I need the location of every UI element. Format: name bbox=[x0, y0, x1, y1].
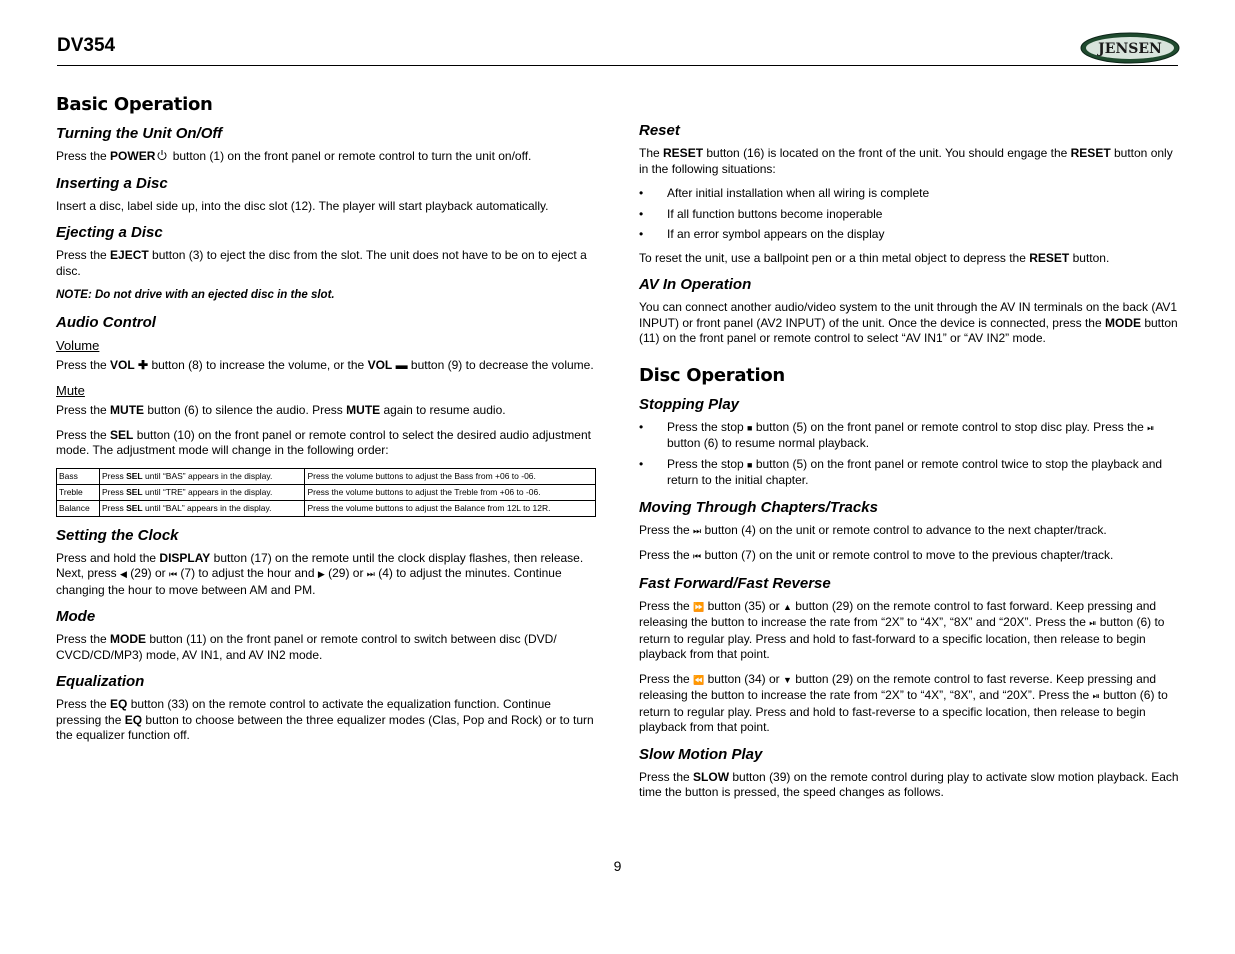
model-title: DV354 bbox=[57, 35, 116, 56]
page-number: 9 bbox=[613, 858, 622, 874]
previous-track-icon: ⏮ bbox=[693, 551, 702, 561]
heading-av: AV In Operation bbox=[639, 276, 752, 293]
volume-text: Press the VOL ✚ button (8) to increase the volume, or the VOL ▬ button (9) to decrease the volume. bbox=[56, 358, 594, 372]
heading-insert: Inserting a Disc bbox=[56, 174, 168, 192]
eject-text: Press the EJECT button (3) to eject the disc from the slot. The unit does not have to be on to eject a disc. bbox=[56, 248, 587, 278]
reset-list bbox=[639, 186, 1179, 243]
logo-text: JENSEN bbox=[1098, 41, 1162, 57]
previous-track-icon: ⏮ bbox=[168, 569, 178, 579]
header-rule bbox=[57, 65, 1178, 66]
minus-icon: ▬ bbox=[395, 358, 408, 372]
right-arrow-icon: ▶ bbox=[317, 569, 325, 579]
heading-power: Turning the Unit On/Off bbox=[56, 125, 223, 142]
stop-icon: ■ bbox=[747, 422, 753, 433]
fast-reverse-icon: ⏪ bbox=[693, 674, 705, 685]
heading-clock: Setting the Clock bbox=[56, 526, 179, 544]
heading-ff: Fast Forward/Fast Reverse bbox=[639, 574, 831, 592]
heading-eject: Ejecting a Disc bbox=[56, 224, 163, 241]
play-pause-icon: ⏯ bbox=[1089, 618, 1097, 628]
section-title-basic: Basic Operation bbox=[56, 94, 213, 115]
heading-stop: Stopping Play bbox=[639, 395, 740, 413]
reset-text: The RESET button (16) is located on the front of the unit. You should engage the RESET button only in the following situations: bbox=[639, 146, 1173, 176]
reset-howto: To reset the unit, use a ballpoint pen or a thin metal object to depress the RESET button. bbox=[639, 250, 1110, 265]
mode-text: Press the MODE button (11) on the front panel or remote control to switch between disc (DVD/ CVCD/CD/MP3) mode, AV IN1, and AV IN2 mode. bbox=[56, 632, 557, 662]
power-text: Press the POWER button (1) on the front panel or remote control to turn the unit on/off. bbox=[56, 149, 532, 163]
plus-icon: ✚ bbox=[138, 358, 149, 372]
play-pause-icon: ⏯ bbox=[1092, 691, 1100, 701]
heading-slow: Slow Motion Play bbox=[639, 745, 763, 763]
stop-icon: ■ bbox=[747, 459, 753, 470]
left-column bbox=[56, 90, 596, 753]
fast-forward-icon: ⏩ bbox=[693, 601, 705, 612]
heading-reset: Reset bbox=[639, 122, 680, 139]
chapters-prev-text: Press the ⏮ button (7) on the unit or remote control to move to the previous chapter/track. bbox=[639, 548, 1114, 562]
power-icon bbox=[156, 149, 168, 161]
table-cell-desc: Press the volume buttons to adjust the Bass from +06 to -06. bbox=[305, 468, 596, 484]
heading-eq: Equalization bbox=[56, 673, 145, 690]
clock-text: Press and hold the DISPLAY button (17) on the remote until the clock display flashes, then release. Next, press ◀ (29) or ⏮ (7) to adjust the hour and ▶ (29) or ⏭ (4) to adjust the minutes. Continue changing the hour to move between AM and PM. bbox=[56, 550, 584, 597]
audio-mode-table bbox=[56, 468, 596, 517]
right-column bbox=[639, 118, 1179, 810]
list-item: • Press the stop ■ button (5) on the front panel or remote control twice to stop the playback and return to the initial chapter. bbox=[639, 457, 1179, 489]
down-arrow-icon: ▼ bbox=[782, 674, 792, 685]
eq-text: Press the EQ button (33) on the remote control to activate the equalization function. Continue pressing the EQ button to choose between the three equalizer modes (Clas, Pop and Rock) or to turn the equalizer function off. bbox=[56, 697, 594, 742]
table-cell-mode: Bass bbox=[57, 468, 100, 484]
table-row bbox=[57, 468, 596, 484]
table-cell-mode: Balance bbox=[57, 500, 100, 516]
insert-text: Insert a disc, label side up, into the disc slot (12). The player will start playback automatically. bbox=[56, 198, 549, 213]
list-item: • After initial installation when all wiring is complete bbox=[639, 186, 1179, 202]
next-track-icon: ⏭ bbox=[693, 525, 702, 536]
slow-text: Press the SLOW button (39) on the remote control during play to activate slow motion playback. Each time the button is pressed, the speed changes as follows. bbox=[639, 769, 1179, 799]
list-item: • If all function buttons become inoperable bbox=[639, 207, 1179, 223]
table-cell-desc: Press the volume buttons to adjust the Balance from 12L to 12R. bbox=[305, 500, 596, 516]
table-cell-sel: Press SEL until “BAS” appears in the display. bbox=[100, 468, 305, 484]
next-track-icon: ⏭ bbox=[366, 569, 375, 579]
ff-forward-text: Press the ⏩ button (35) or ▲ button (29) on the remote control to fast forward. Keep pressing and releasing the button to increase the rate from “2X” to “4X”, “8X” and “20X”. Press the ⏯ button (6) to return to regular play. Press and hold to fast-forward to a specific location, then release to begin playback from that point. bbox=[639, 598, 1165, 661]
jensen-logo bbox=[1080, 32, 1180, 64]
section-title-disc: Disc Operation bbox=[639, 364, 785, 386]
ff-reverse-text: Press the ⏪ button (34) or ▼ button (29) on the remote control to fast reverse. Keep pressing and releasing the button to increase the rate from “2X” to “4X”, “8X”, and “20X”. Press the ⏯ button (6) to return to regular play. Press and hold to fast-reverse to a specific location, then release to begin playback from that point. bbox=[639, 671, 1168, 734]
heading-mode: Mode bbox=[56, 608, 96, 625]
table-cell-desc: Press the volume buttons to adjust the Treble from +06 to -06. bbox=[305, 484, 596, 500]
left-arrow-icon: ◀ bbox=[120, 569, 127, 579]
play-pause-icon: ⏯ bbox=[1147, 422, 1155, 433]
table-cell-mode: Treble bbox=[57, 484, 100, 500]
chapters-next-text: Press the ⏭ button (4) on the unit or remote control to advance to the next chapter/track. bbox=[639, 522, 1107, 537]
table-cell-sel: Press SEL until “TRE” appears in the display. bbox=[100, 484, 305, 500]
table-cell-sel: Press SEL until “BAL” appears in the display. bbox=[100, 500, 305, 516]
up-arrow-icon: ▲ bbox=[782, 601, 792, 612]
heading-audio: Audio Control bbox=[56, 313, 156, 331]
mute-label: Mute bbox=[56, 382, 85, 398]
stop-list bbox=[639, 420, 1179, 489]
volume-label: Volume bbox=[56, 337, 100, 353]
list-item: • Press the stop ■ button (5) on the front panel or remote control to stop disc play. Press the ⏯ button (6) to resume normal playback. bbox=[639, 420, 1179, 452]
table-row bbox=[57, 484, 596, 500]
eject-note: NOTE: Do not drive with an ejected disc in the slot. bbox=[56, 289, 335, 301]
sel-text: Press the SEL button (10) on the front panel or remote control to select the desired audio adjustment mode. The adjustment mode will change in the following order: bbox=[56, 427, 591, 457]
heading-chapters: Moving Through Chapters/Tracks bbox=[639, 498, 878, 516]
av-text: You can connect another audio/video system to the unit through the AV IN terminals on the back (AV1 INPUT) or front panel (AV2 INPUT) of the unit. Once the device is connected, press the MODE button (11) on the front panel or remote control to select “AV IN1” or “AV IN2” mode. bbox=[639, 300, 1178, 345]
list-item: • If an error symbol appears on the display bbox=[639, 227, 1179, 243]
table-row bbox=[57, 500, 596, 516]
mute-text: Press the MUTE button (6) to silence the audio. Press MUTE again to resume audio. bbox=[56, 403, 506, 417]
